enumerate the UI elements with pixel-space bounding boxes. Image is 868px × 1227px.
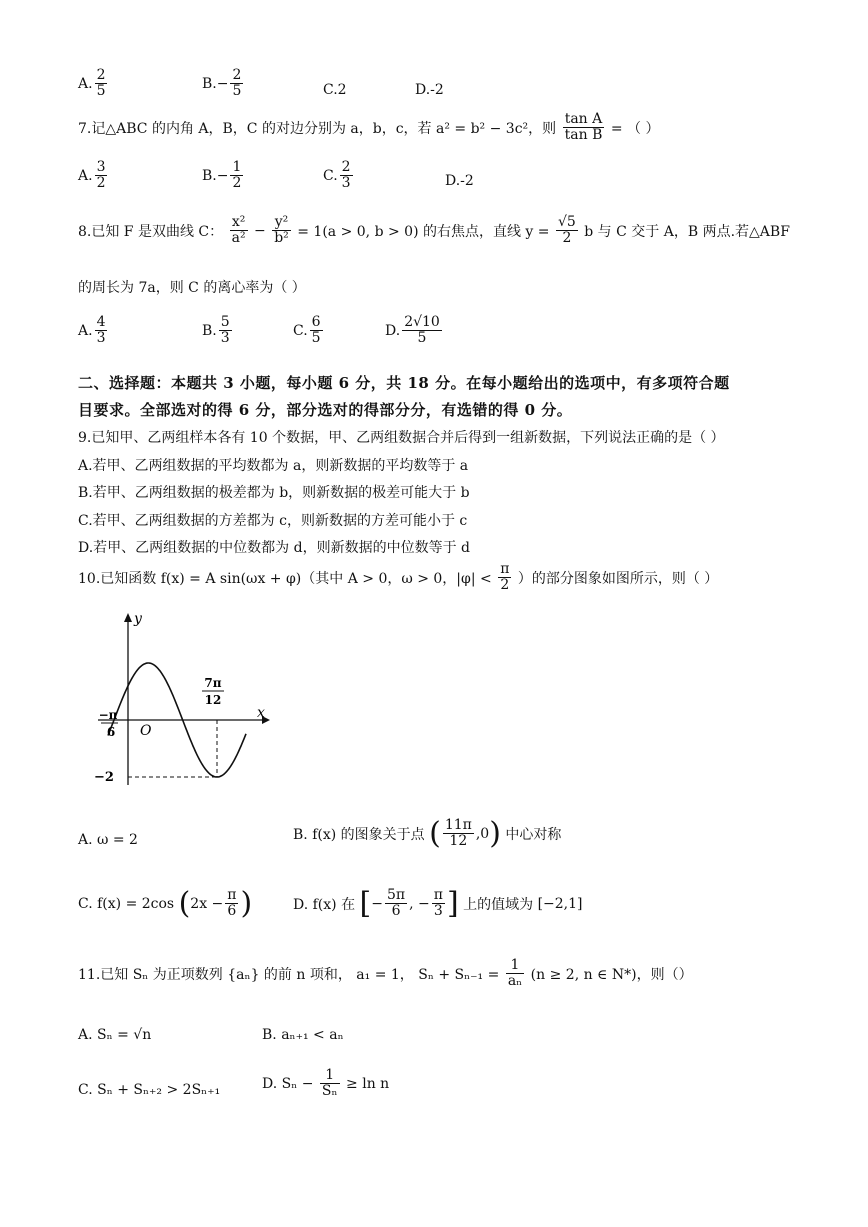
q8-a-fraction: $\frac{4}{3}$ <box>96 314 106 347</box>
q10-d-fraction-1: $\frac{5\pi}{6}$ <box>386 887 406 920</box>
q11-d-fraction: $\frac{1}{\text{Sₙ}}$ <box>321 1067 338 1100</box>
q7-a-fraction: $\frac{3}{2}$ <box>96 159 106 192</box>
q9-stem: 9.已知甲、乙两组样本各有 10 个数据，甲、乙两组数据合并后得到一组新数据，下列说法正确的是（ ） <box>78 430 725 446</box>
q8-option-b: B. $\frac{5}{3}$ <box>202 314 230 347</box>
c-left-paren: ( <box>178 885 191 921</box>
q10-b-fraction: $\frac{11\pi}{12}$ <box>444 817 472 850</box>
q7-option-a: A. $\frac{3}{2}$ <box>78 159 106 192</box>
origin-label: O <box>140 723 152 739</box>
q10-option-b: B. f(x) 的图象关于点 ( $\frac{11\pi}{12}$ ,0) 中心对称 <box>293 815 562 851</box>
q6-a-fraction: $\frac{2}{5}$ <box>96 67 106 100</box>
neg-pi-6-num: −π <box>98 708 118 722</box>
q10-option-d: D. f(x) 在 [− $\frac{5\pi}{6}$ , − $\frac{\pi}{3}$ ] 上的值域为 [−2,1] <box>293 885 583 921</box>
q6-b-fraction: $\frac{2}{5}$ <box>232 67 242 100</box>
q9-option-c: C.若甲、乙两组数据的方差都为 c，则新数据的方差可能小于 c <box>78 513 468 529</box>
q10-d-fraction-2: $\frac{\pi}{3}$ <box>433 887 443 920</box>
q6-option-a: A. $\frac{2}{5}$ <box>78 67 106 100</box>
q7-stem: 7.记△ABC 的内角 A，B，C 的对边分别为 a，b，c，若 a² = b² − 3c²，则 $\frac{\text{tan A}}{\text{tan B}}$ = （ ） <box>78 111 660 144</box>
section2-heading-line2: 目要求。全部选对的得 6 分，部分选对的得部分分，有选错的得 0 分。 <box>78 401 573 419</box>
q10-stem: 10.已知函数 f(x) = A sin(ωx + φ)（其中 A > 0，ω > 0，|φ| < $\frac{\pi}{2}$ ）的部分图象如图所示，则（ ） <box>78 561 719 594</box>
y-axis-label: y <box>134 611 142 627</box>
q11-option-d: D. Sₙ − $\frac{1}{\text{Sₙ}}$ ≥ ln n <box>262 1067 390 1100</box>
c-right-paren: ) <box>240 885 253 921</box>
q10-c-fraction: $\frac{\pi}{6}$ <box>227 887 237 920</box>
q8-x-fraction: $\frac{\text{x²}}{\text{a²}}$ <box>231 214 246 247</box>
q8-option-c: C. $\frac{6}{5}$ <box>293 314 321 347</box>
q11-option-c: C. Sₙ + Sₙ₊₂ > 2Sₙ₊₁ <box>78 1082 221 1098</box>
q9-option-a: A.若甲、乙两组数据的平均数都为 a，则新数据的平均数等于 a <box>78 458 469 474</box>
q7-c-fraction: $\frac{2}{3}$ <box>341 159 351 192</box>
q7-option-c: C. $\frac{2}{3}$ <box>323 159 351 192</box>
q6-option-c: C.2 <box>323 82 347 98</box>
q8-option-a: A. $\frac{4}{3}$ <box>78 314 106 347</box>
q8-b-fraction: $\frac{5}{3}$ <box>220 314 230 347</box>
q10-phi-fraction: $\frac{\pi}{2}$ <box>500 561 510 594</box>
d-minus: − <box>371 895 383 912</box>
q11-option-b: B. aₙ₊₁ < aₙ <box>262 1027 344 1043</box>
b-right-paren: ) <box>489 815 501 851</box>
q10-sine-graph <box>78 605 288 790</box>
q11-fraction: $\frac{1}{\text{aₙ}}$ <box>507 957 523 990</box>
q8-stem-line2: 的周长为 7a，则 C 的离心率为（ ） <box>78 280 306 296</box>
q8-d-fraction: $\frac{2√10}{5}$ <box>404 314 440 347</box>
q8-y-fraction: $\frac{\text{y²}}{\text{b²}}$ <box>274 214 289 247</box>
neg-pi-6-den: 6 <box>106 725 116 739</box>
d-left-bracket: [ <box>359 885 372 921</box>
q6-option-d: D.-2 <box>415 82 444 98</box>
section2-heading-line1: 二、选择题：本题共 3 小题，每小题 6 分，共 18 分。在每小题给出的选项中，有多项符合题 <box>78 374 730 392</box>
q7-tan-fraction: $\frac{\text{tan A}}{\text{tan B}}$ <box>564 111 603 144</box>
q9-option-b: B.若甲、乙两组数据的极差都为 b，则新数据的极差可能大于 b <box>78 485 470 501</box>
q11-stem: 11.已知 Sₙ 为正项数列 {aₙ} 的前 n 项和， a₁ = 1， Sₙ + Sₙ₋₁ = $\frac{1}{\text{aₙ}}$ (n ≥ 2, n ∈ N*)，则（） <box>78 957 693 990</box>
q7-option-d: D.-2 <box>445 173 474 189</box>
q9-option-d: D.若甲、乙两组数据的中位数都为 d，则新数据的中位数等于 d <box>78 540 470 556</box>
seven-pi-12-num: 7π <box>204 676 222 690</box>
q10-option-c: C. f(x) = 2cos (2x − $\frac{\pi}{6}$ ) <box>78 885 253 921</box>
q8-c-fraction: $\frac{6}{5}$ <box>311 314 321 347</box>
q8-line-fraction: $\frac{√5}{2}$ <box>557 214 576 247</box>
q11-option-a: A. Sₙ = √n <box>78 1027 152 1043</box>
q7-option-b: B.− $\frac{1}{2}$ <box>202 159 242 192</box>
q8-option-d: D. $\frac{2√10}{5}$ <box>385 314 440 347</box>
q6-option-b: B.− $\frac{2}{5}$ <box>202 67 242 100</box>
q10-option-a: A. ω = 2 <box>78 832 138 848</box>
seven-pi-12-den: 12 <box>204 693 222 707</box>
d-right-bracket: ] <box>446 885 459 921</box>
x-axis-label: x <box>257 705 265 721</box>
min-value-label: −2 <box>94 770 114 785</box>
q7-b-fraction: $\frac{1}{2}$ <box>232 159 242 192</box>
b-left-paren: ( <box>429 815 441 851</box>
y-axis-arrow <box>124 613 132 622</box>
q8-stem-line1: 8.已知 F 是双曲线 C： $\frac{\text{x²}}{\text{a²}}$ − $\frac{\text{y²}}{\text{b²}}$ = 1(a > 0, b > 0) 的右焦点，直线 y = $\frac{√5}{2}$ b 与 C 交于 A，B 两点.若△ABF <box>78 214 790 247</box>
